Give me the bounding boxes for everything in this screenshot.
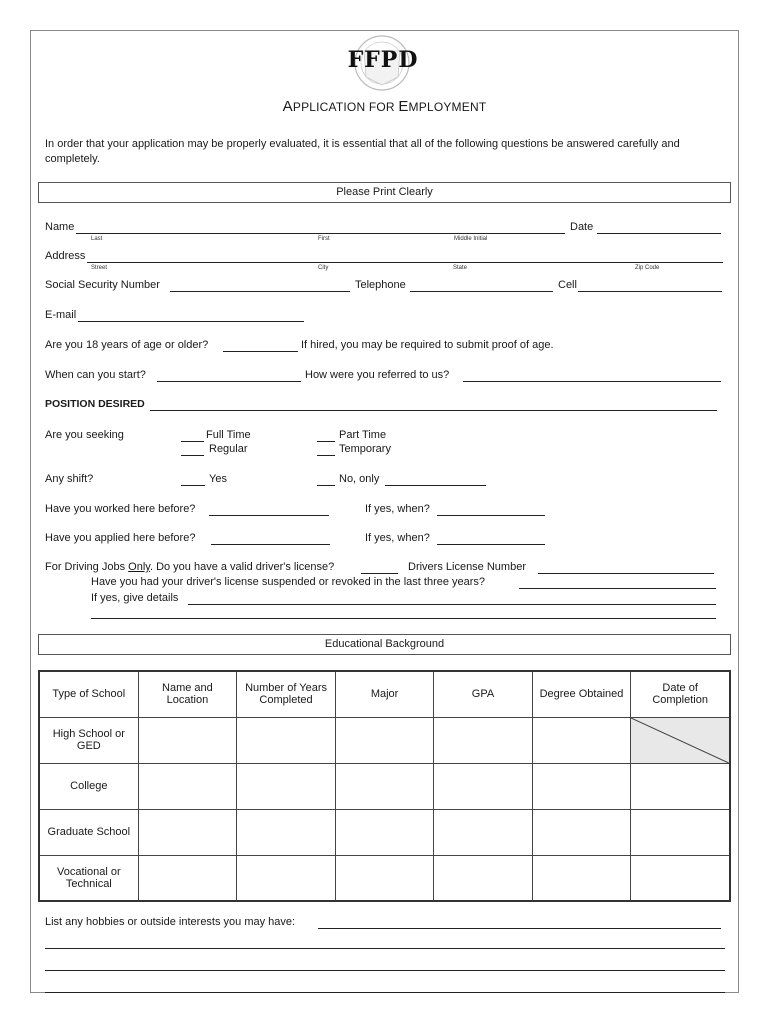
table-cell[interactable] xyxy=(434,763,532,809)
table-cell[interactable] xyxy=(237,763,336,809)
name-label: Name xyxy=(45,221,75,233)
hobbies-field-4[interactable] xyxy=(45,992,725,993)
row-label: Vocational or Technical xyxy=(39,855,138,901)
part-time-label: Part Time xyxy=(339,429,387,441)
full-time-label: Full Time xyxy=(206,429,251,441)
regular-blank[interactable] xyxy=(181,455,204,456)
column-header: Name and Location xyxy=(138,671,237,717)
cell-label: Cell xyxy=(558,279,577,291)
row-label: College xyxy=(39,763,138,809)
ssn-field[interactable] xyxy=(170,291,350,292)
details-field[interactable] xyxy=(188,604,716,605)
last-sublabel: Last xyxy=(91,236,103,242)
middle-sublabel: Middle Initial xyxy=(454,236,488,242)
table-cell[interactable] xyxy=(335,717,433,763)
table-cell[interactable] xyxy=(237,855,336,901)
educational-bar: Educational Background xyxy=(38,634,731,655)
applied-question: Have you applied here before? xyxy=(45,532,196,544)
table-row xyxy=(39,763,730,809)
page-title: APPLICATION FOR EMPLOYMENT xyxy=(282,98,487,115)
suspended-field[interactable] xyxy=(519,588,716,589)
license-number-field[interactable] xyxy=(538,573,714,574)
table-cell[interactable] xyxy=(335,855,433,901)
column-header: Date of Completion xyxy=(631,671,730,717)
table-cell[interactable] xyxy=(237,809,336,855)
row-label: Graduate School xyxy=(39,809,138,855)
table-cell[interactable] xyxy=(631,855,730,901)
zip-sublabel: Zip Code xyxy=(635,265,660,271)
position-field[interactable] xyxy=(150,410,717,411)
applied-when-field[interactable] xyxy=(437,544,545,545)
intro-text: In order that your application may be properly evaluated, it is essential that all of the following questions be answered carefully and completely. xyxy=(45,138,680,165)
shift-only-field[interactable] xyxy=(385,485,486,486)
table-cell[interactable] xyxy=(631,809,730,855)
worked-question: Have you worked here before? xyxy=(45,503,196,515)
table-cell[interactable] xyxy=(532,809,631,855)
temporary-blank[interactable] xyxy=(317,455,335,456)
table-cell[interactable] xyxy=(532,763,631,809)
hobbies-question: List any hobbies or outside interests you may have: xyxy=(45,916,296,928)
column-header: GPA xyxy=(434,671,532,717)
diagonal-line-icon xyxy=(631,718,729,763)
hobbies-field-3[interactable] xyxy=(45,970,725,971)
full-time-blank[interactable] xyxy=(181,441,204,442)
table-cell[interactable] xyxy=(532,855,631,901)
table-cell[interactable] xyxy=(335,809,433,855)
age-note: If hired, you may be required to submit proof of age. xyxy=(301,339,554,351)
table-row xyxy=(39,809,730,855)
street-sublabel: Street xyxy=(91,265,108,271)
name-field[interactable] xyxy=(76,233,565,234)
column-header: Major xyxy=(335,671,433,717)
table-cell[interactable] xyxy=(138,809,237,855)
column-header: Type of School xyxy=(39,671,138,717)
position-label: POSITION DESIRED xyxy=(45,398,145,410)
date-label: Date xyxy=(570,221,594,233)
cell-field[interactable] xyxy=(578,291,722,292)
telephone-field[interactable] xyxy=(410,291,553,292)
city-sublabel: City xyxy=(318,265,329,271)
column-header: Degree Obtained xyxy=(532,671,631,717)
start-question: When can you start? xyxy=(45,369,146,381)
email-field[interactable] xyxy=(78,321,304,322)
table-cell[interactable] xyxy=(138,763,237,809)
first-sublabel: First xyxy=(318,236,330,242)
date-field[interactable] xyxy=(597,233,721,234)
any-shift-label: Any shift? xyxy=(45,473,94,485)
referred-question: How were you referred to us? xyxy=(305,369,450,381)
shift-yes-label: Yes xyxy=(209,473,227,485)
table-cell[interactable] xyxy=(335,763,433,809)
table-cell[interactable] xyxy=(631,763,730,809)
applied-when-label: If yes, when? xyxy=(365,532,430,544)
table-cell[interactable] xyxy=(434,855,532,901)
worked-field[interactable] xyxy=(209,515,329,516)
age-field[interactable] xyxy=(223,351,298,352)
address-field[interactable] xyxy=(87,262,723,263)
driving-question: For Driving Jobs Only. Do you have a valid driver's license? xyxy=(45,561,335,573)
shift-no-blank[interactable] xyxy=(317,485,335,486)
print-clearly-bar: Please Print Clearly xyxy=(38,182,731,203)
table-cell[interactable] xyxy=(434,717,532,763)
details-label: If yes, give details xyxy=(91,592,179,604)
seeking-label: Are you seeking xyxy=(45,429,124,441)
license-number-label: Drivers License Number xyxy=(408,561,526,573)
table-row xyxy=(39,717,730,763)
hobbies-field-2[interactable] xyxy=(45,948,725,949)
table-cell[interactable] xyxy=(138,717,237,763)
age-question: Are you 18 years of age or older? xyxy=(45,339,209,351)
start-field[interactable] xyxy=(157,381,301,382)
email-label: E-mail xyxy=(45,309,77,321)
table-header-row xyxy=(39,671,730,717)
regular-label: Regular xyxy=(209,443,248,455)
address-label: Address xyxy=(45,250,86,262)
referred-field[interactable] xyxy=(463,381,721,382)
license-valid-field[interactable] xyxy=(361,573,398,574)
hobbies-field[interactable] xyxy=(318,928,721,929)
table-row xyxy=(39,855,730,901)
column-header: Number of Years Completed xyxy=(237,671,336,717)
table-cell[interactable] xyxy=(138,855,237,901)
table-cell[interactable] xyxy=(532,717,631,763)
disabled-cell xyxy=(631,717,730,763)
shift-yes-blank[interactable] xyxy=(181,485,205,486)
table-cell[interactable] xyxy=(434,809,532,855)
temporary-label: Temporary xyxy=(339,443,391,455)
row-label: High School or GED xyxy=(39,717,138,763)
worked-when-field[interactable] xyxy=(437,515,545,516)
shift-no-label: No, only xyxy=(339,473,380,485)
applied-field[interactable] xyxy=(211,544,330,545)
telephone-label: Telephone xyxy=(355,279,406,291)
ssn-label: Social Security Number xyxy=(45,279,160,291)
part-time-blank[interactable] xyxy=(317,441,335,442)
suspended-question: Have you had your driver's license suspended or revoked in the last three years? xyxy=(91,576,486,588)
details-field-2[interactable] xyxy=(91,618,716,619)
worked-when-label: If yes, when? xyxy=(365,503,430,515)
logo-text: FFPD xyxy=(347,47,419,73)
education-table xyxy=(38,670,731,902)
table-cell[interactable] xyxy=(237,717,336,763)
state-sublabel: State xyxy=(453,265,468,271)
